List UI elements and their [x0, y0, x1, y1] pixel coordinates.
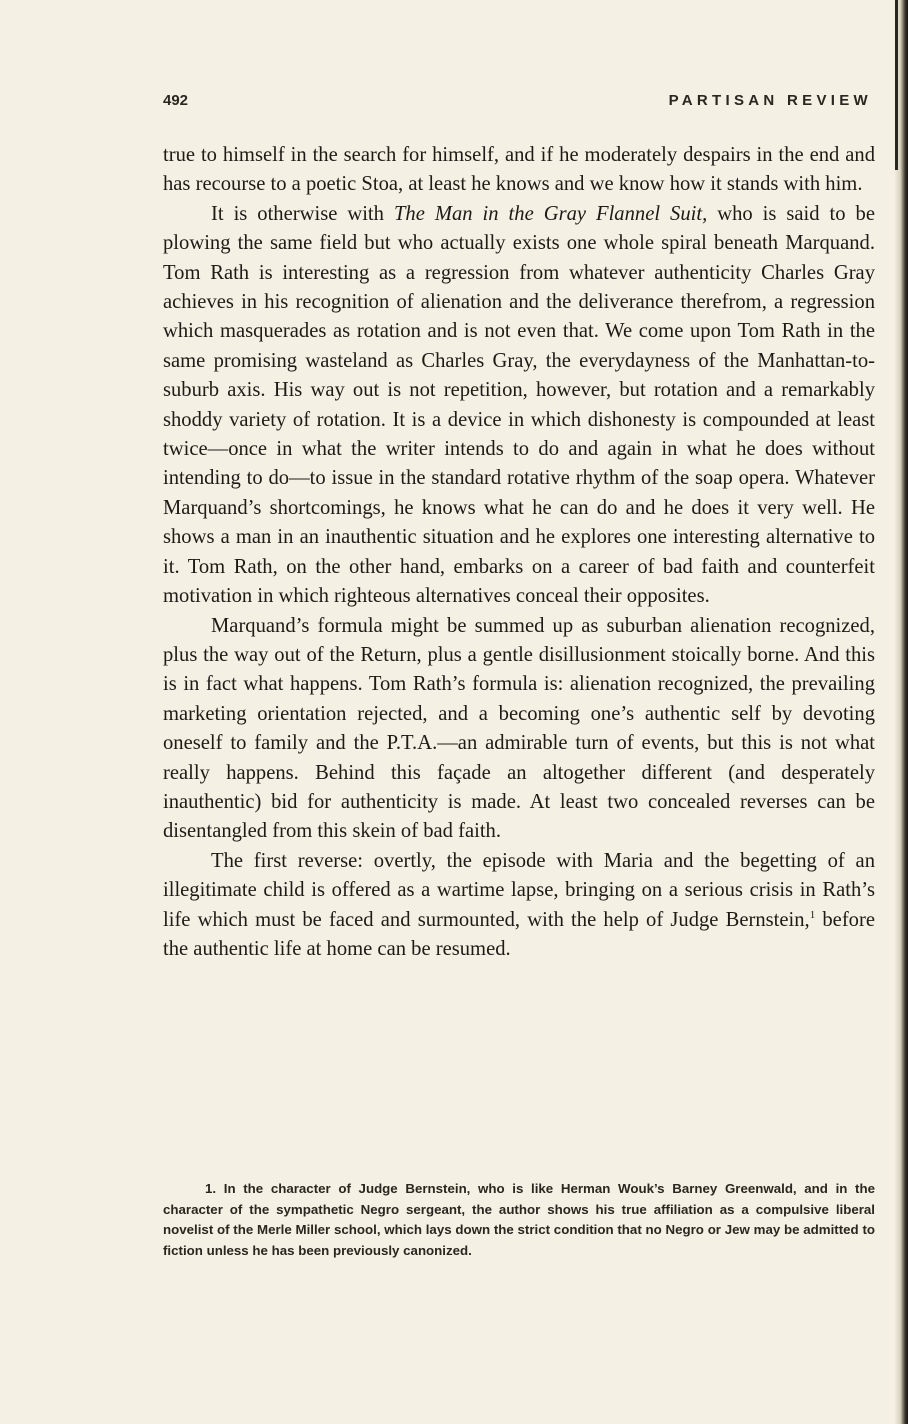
paragraph-3-text: Marquand’s formula might be summed up as suburban alienation recognized, plus the way out of the Return, plus a gentle disillusionment stoically borne. And this is in fact what happens. Tom Rath’s formula is: alienation recognized, the prevailing marketing orientation rejected, and a becoming one’s authentic self by devoting oneself to family and the P.T.A.—an admirable turn of events, but this is not what really happens. Behind this façade an altogether different (and desperately inauthentic) bid for authenticity is made. At least two concealed reverses can be disentangled from this skein of bad faith.: [163, 614, 875, 843]
page-edge-dark-strip: [895, 0, 898, 170]
footnote: [163, 1179, 875, 1262]
footnote-text: In the character of Judge Bernstein, who is like Herman Wouk’s Barney Greenwald, and in the character of the sympathetic Negro sergeant, the author shows his true affiliation as a compulsive liberal novelist of the Merle Miller school, which lays down the strict condition that no Negro or Jew may be admitted to fiction unless he has been previously canonized.: [163, 1181, 875, 1259]
body-text: [163, 141, 875, 964]
running-header: [163, 92, 875, 114]
paragraph-1: [163, 141, 875, 200]
paragraph-3: [163, 612, 875, 847]
footnote-reference[interactable]: 1: [809, 908, 816, 921]
page-number: 492: [163, 92, 189, 109]
paragraph-1-text: true to himself in the search for himself, and if he moderately despairs in the end and has recourse to a poetic Stoa, at least he knows and we know how it stands with him.: [163, 144, 875, 196]
page-edge-shadow: [894, 0, 908, 1424]
journal-title: PARTISAN REVIEW: [668, 92, 872, 109]
paragraph-4: [163, 847, 875, 965]
footnote-marker: 1.: [205, 1181, 217, 1196]
paragraph-2-text-a: It is otherwise with: [211, 202, 394, 225]
paragraph-2-text-b: who is said to be plowing the same field but who actually exists one whole spiral beneath Marquand. Tom Rath is interesting as a regression from whatever authenticity Charles Gray achieves in his recognition of alienation and the deliverance therefrom, a regression which masquerades as rotation and is not even that. We come upon Tom Rath in the same promising wasteland as Charles Gray, the everydayness of the Manhattan-to-suburb axis. His way out is not repetition, however, but rotation and a remarkably shoddy variety of rotation. It is a device in which dishonesty is compounded at least twice—once in what the writer intends to do and again in what he does without intending to do—to issue in the standard rotative rhythm of the soap opera. Whatever Marquand’s shortcomings, he knows what he can do and he does it very well. He shows a man in an inauthentic situation and he explores one interesting alternative to it. Tom Rath, on the other hand, embarks on a career of bad faith and counterfeit motivation in which righteous alternatives conceal their opposites.: [163, 202, 875, 608]
paragraph-2: [163, 200, 875, 612]
footnote-1: [163, 1179, 875, 1262]
paragraph-4-text-a: The first reverse: overtly, the episode with Maria and the begetting of an illegitimate child is offered as a wartime lapse, bringing on a serious crisis in Rath’s life which must be faced and surmounted, with the help of Judge Bernstein,: [163, 849, 875, 931]
paragraph-4-text-b: before the authentic life at home can be resumed.: [163, 908, 875, 960]
book-title: The Man in the Gray Flannel Suit,: [393, 202, 708, 225]
